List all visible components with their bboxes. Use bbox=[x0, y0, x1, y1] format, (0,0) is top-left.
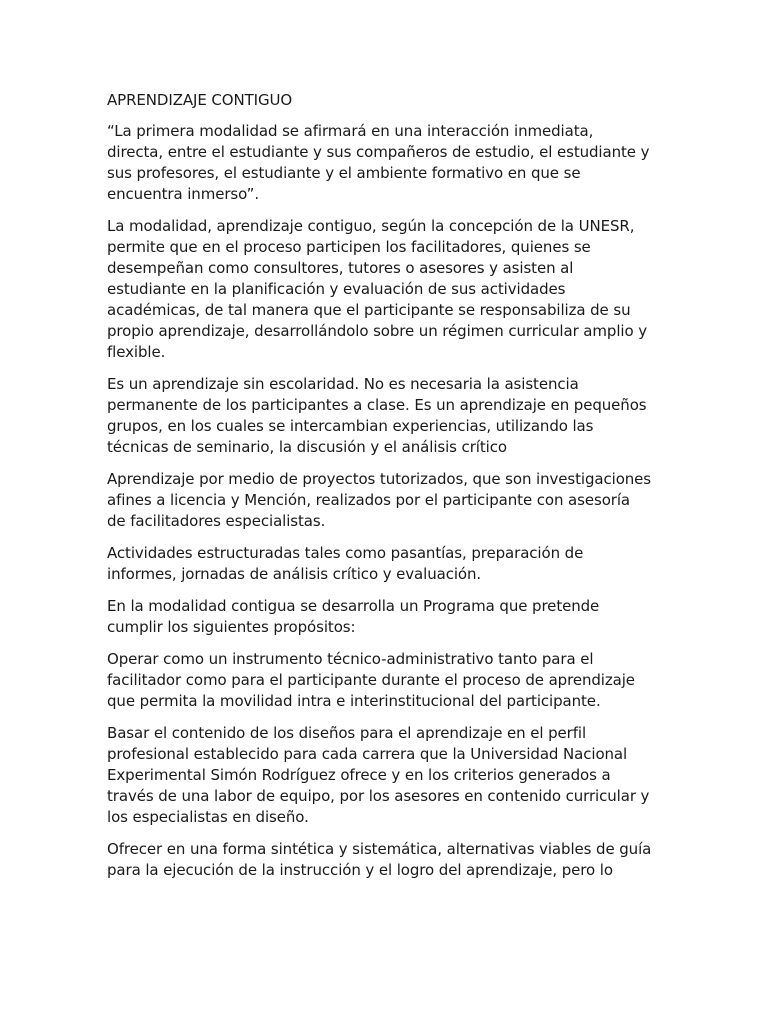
paragraph-3 bbox=[107, 374, 667, 458]
paragraph-line: Ofrecer en una forma sintética y sistemática, alternativas viables de guía bbox=[107, 840, 652, 858]
paragraph-2 bbox=[107, 216, 667, 363]
paragraph-line: de facilitadores especialistas. bbox=[107, 512, 326, 530]
paragraph-7 bbox=[107, 649, 667, 712]
paragraph-line: estudiante en la planificación y evaluación de sus actividades bbox=[107, 280, 566, 298]
paragraph-line: sus profesores, el estudiante y el ambiente formativo en que se bbox=[107, 164, 581, 182]
paragraph-line: “La primera modalidad se afirmará en una interacción inmediata, bbox=[107, 122, 594, 140]
paragraph-line: grupos, en los cuales se intercambian experiencias, utilizando las bbox=[107, 417, 594, 435]
paragraph-1 bbox=[107, 121, 667, 205]
paragraph-line: través de una labor de equipo, por los asesores en contenido curricular y bbox=[107, 787, 650, 805]
paragraph-line: académicas, de tal manera que el participante se responsabiliza de su bbox=[107, 301, 631, 319]
paragraph-line: desempeñan como consultores, tutores o asesores y asisten al bbox=[107, 259, 574, 277]
paragraph-line: Es un aprendizaje sin escolaridad. No es necesaria la asistencia bbox=[107, 375, 579, 393]
paragraph-line: Actividades estructuradas tales como pasantías, preparación de bbox=[107, 544, 584, 562]
paragraph-line: En la modalidad contigua se desarrolla un Programa que pretende bbox=[107, 597, 600, 615]
paragraph-line: afines a licencia y Mención, realizados por el participante con asesoría bbox=[107, 491, 631, 509]
paragraph-line: Operar como un instrumento técnico-administrativo tanto para el bbox=[107, 650, 594, 668]
paragraph-line: Basar el contenido de los diseños para el aprendizaje en el perfil bbox=[107, 724, 587, 742]
paragraph-6 bbox=[107, 596, 667, 638]
paragraph-line: Aprendizaje por medio de proyectos tutorizados, que son investigaciones bbox=[107, 470, 652, 488]
paragraph-line: cumplir los siguientes propósitos: bbox=[107, 618, 356, 636]
paragraph-line: encuentra inmerso”. bbox=[107, 185, 260, 203]
paragraph-line: flexible. bbox=[107, 343, 166, 361]
paragraph-line: para la ejecución de la instrucción y el logro del aprendizaje, pero lo bbox=[107, 861, 613, 879]
paragraph-line: que permita la movilidad intra e interinstitucional del participante. bbox=[107, 692, 601, 710]
paragraph-4 bbox=[107, 469, 667, 532]
paragraph-line: permanente de los participantes a clase. Es un aprendizaje en pequeños bbox=[107, 396, 647, 414]
paragraph-9 bbox=[107, 839, 667, 881]
paragraph-8 bbox=[107, 723, 667, 828]
paragraph-line: propio aprendizaje, desarrollándolo sobre un régimen curricular amplio y bbox=[107, 322, 647, 340]
paragraph-line: profesional establecido para cada carrera que la Universidad Nacional bbox=[107, 745, 628, 763]
paragraph-line: los especialistas en diseño. bbox=[107, 808, 309, 826]
paragraph-line: informes, jornadas de análisis crítico y evaluación. bbox=[107, 565, 482, 583]
paragraph-line: facilitador como para el participante durante el proceso de aprendizaje bbox=[107, 671, 635, 689]
paragraph-5 bbox=[107, 543, 667, 585]
paragraph-line: permite que en el proceso participen los facilitadores, quienes se bbox=[107, 238, 591, 256]
paragraph-line: directa, entre el estudiante y sus compañeros de estudio, el estudiante y bbox=[107, 143, 650, 161]
paragraph-line: La modalidad, aprendizaje contiguo, según la concepción de la UNESR, bbox=[107, 217, 635, 235]
paragraph-line: técnicas de seminario, la discusión y el análisis crítico bbox=[107, 438, 507, 456]
document-page bbox=[107, 88, 667, 892]
document-title: APRENDIZAJE CONTIGUO bbox=[107, 91, 293, 109]
paragraph-line: Experimental Simón Rodríguez ofrece y en los criterios generados a bbox=[107, 766, 611, 784]
